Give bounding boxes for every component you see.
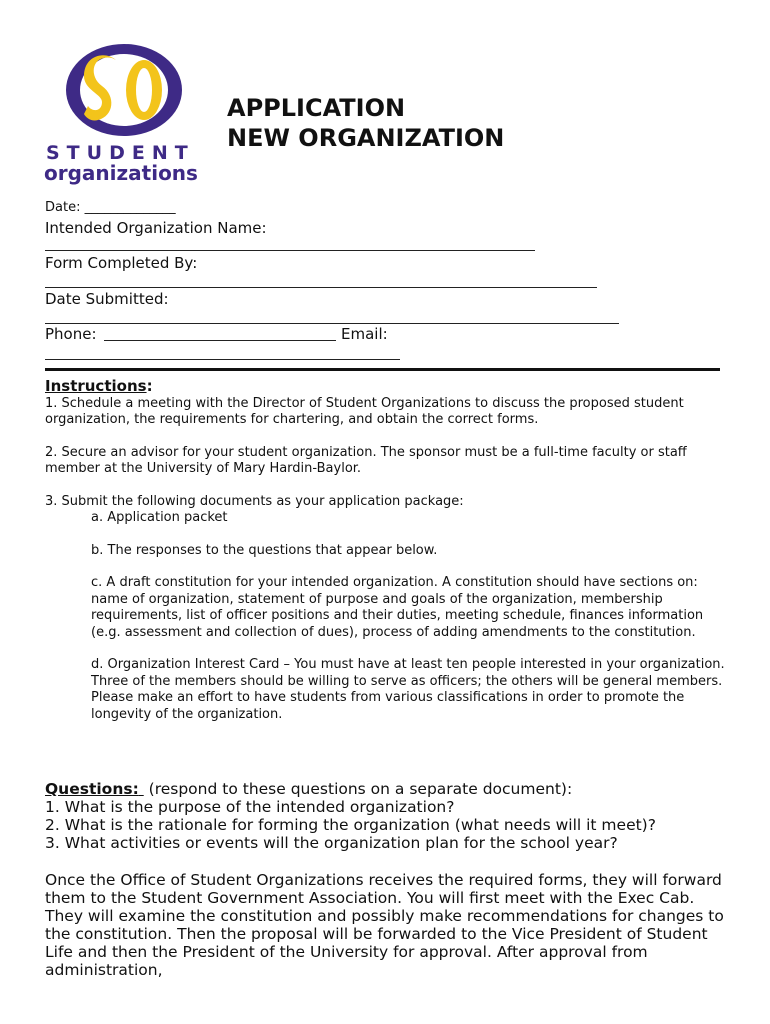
question-3: 3. What activities or events will the organization plan for the school year? (45, 834, 618, 852)
section-divider (45, 368, 720, 371)
title-line-1: APPLICATION (227, 94, 406, 122)
instructions-heading-text: Instructions (45, 377, 147, 395)
questions-heading (45, 780, 735, 798)
phone-line (104, 340, 336, 341)
completed-by-label: Form Completed By: (45, 254, 198, 272)
instruction-item-3c-details: name of organization, statement of purpose and goals of the organization, membership requirements, list of officer positions and their duties, meeting schedule, finances information (e.g. assessment and collection of dues), process of adding amendments to the constitution. (91, 591, 704, 640)
completed-by-line (45, 287, 597, 288)
closing-paragraph: Once the Office of Student Organizations receives the required forms, they will forward them to the Student Government Association. You will first meet with the Exec Cab. They will examine the constitution and possibly make recommendations for changes to the constitution. Then the proposal will be forwarded to the Vice President of Student Life and then the President of the University for approval. After approval from administration, (45, 871, 724, 979)
org-name-label: Intended Organization Name: (45, 219, 267, 237)
instruction-item-2: 2. Secure an advisor for your student organization. The sponsor must be a full-time faculty or staff member at the University of Mary Hardin-Baylor. (45, 444, 687, 476)
instruction-item-1: 1. Schedule a meeting with the Director of Student Organizations to discuss the proposed student organization, the requirements for chartering, and obtain the correct forms. (45, 395, 684, 427)
instruction-item-3: 3. Submit the following documents as your application package: (45, 493, 464, 509)
logo-word-student: STUDENT (46, 142, 195, 164)
student-organizations-logo (44, 40, 204, 190)
date-submitted-label: Date Submitted: (45, 290, 169, 308)
date-submitted-line (45, 323, 619, 324)
question-2: 2. What is the rationale for forming the organization (what needs will it meet)? (45, 816, 656, 834)
email-line (45, 359, 400, 360)
questions-heading-note: (respond to these questions on a separate document): (143, 780, 573, 798)
instructions-heading-colon: : (146, 377, 153, 395)
email-label: Email: (341, 325, 388, 343)
questions-section (45, 780, 735, 852)
phone-label: Phone: (45, 325, 97, 343)
so-monogram-icon (44, 40, 204, 140)
title-line-2: NEW ORGANIZATION (227, 124, 505, 152)
instructions-section (45, 378, 725, 739)
instruction-item-3a: a. Application packet (91, 510, 228, 525)
logo-word-organizations: organizations (44, 161, 198, 185)
instruction-subitems (45, 510, 725, 723)
questions-heading-label: Questions: (45, 780, 139, 798)
date-field-label: Date: ______________ (45, 200, 176, 215)
instruction-item-3b: b. The responses to the questions that appear below. (91, 542, 438, 558)
instruction-item-3d: d. Organization Interest Card – You must have at least ten people interested in your organization. Three of the members should be willing to serve as officers; the others will be general members. Please make an effort to have students from various classifications in order to promote the longevity of the organization. (91, 657, 725, 722)
instruction-item-3c-intro: c. A draft constitution for your intended organization. A constitution should have sections on: (91, 575, 698, 590)
org-name-line (45, 250, 535, 251)
question-1: 1. What is the purpose of the intended organization? (45, 798, 455, 816)
instructions-heading (45, 378, 725, 395)
page-title (227, 93, 504, 153)
